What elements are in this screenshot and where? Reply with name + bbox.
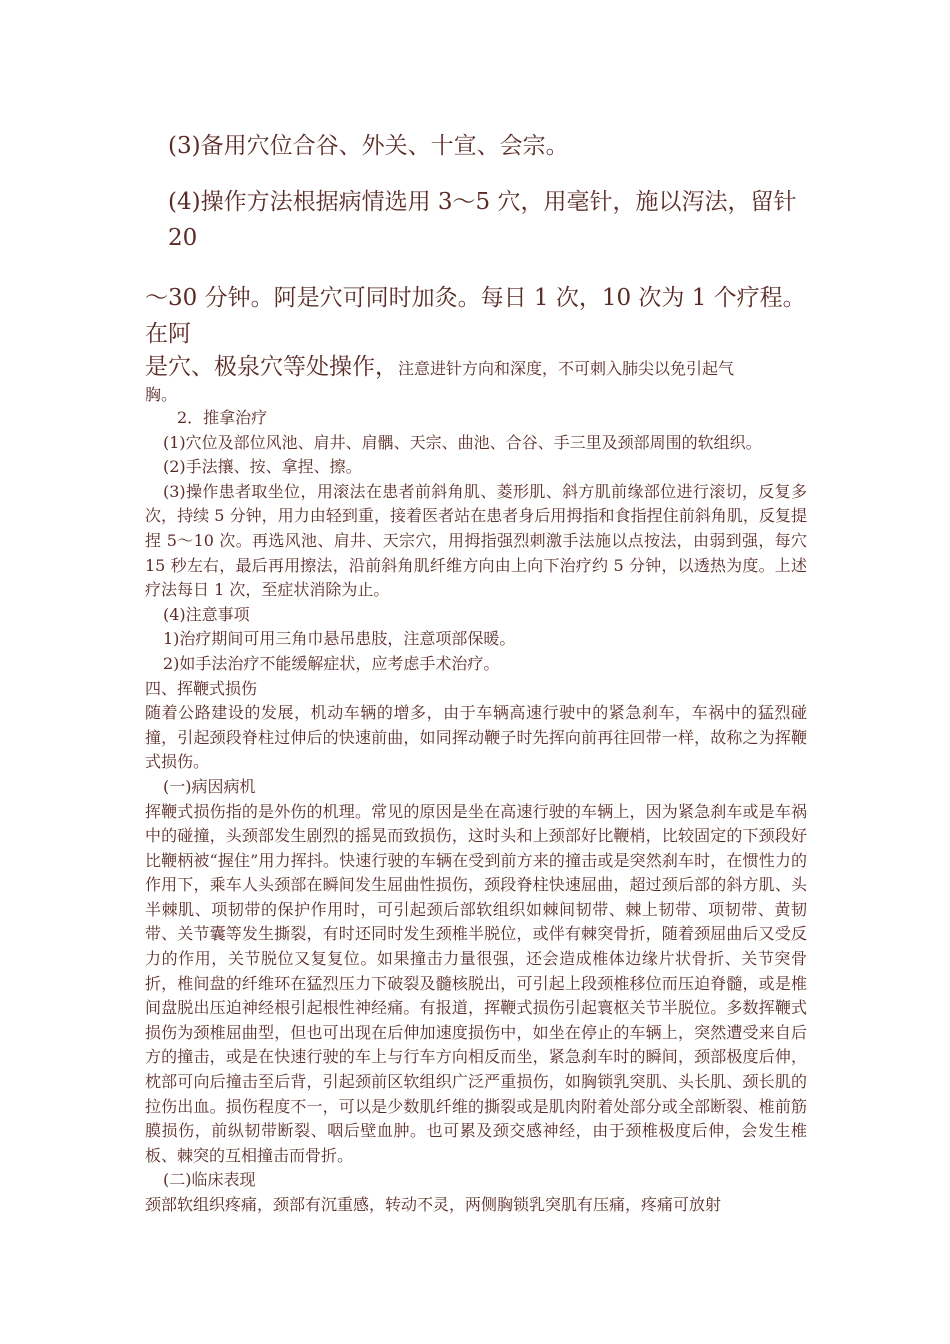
paragraph-etiology: 挥鞭式损伤指的是外伤的机理。常见的原因是坐在高速行驶的车辆上，因为紧急刹车或是车祸中的碰撞，头颈部发生剧烈的摇晃而致损伤，这时头和上颈部好比鞭梢，比较固定的下颈段好比鞭柄被“握住”用力挥抖。快速行驶的车辆在受到前方来的撞击或是突然刹车时，在惯性力的作用下，乘车人头颈部在瞬间发生屈曲性损伤，颈段脊柱快速屈曲，超过颈后部的斜方肌、头半棘肌、项韧带的保护作用时，可引起颈后部软组织如棘间韧带、棘上韧带、项韧带、黄韧带、关节囊等发生撕裂，有时还同时发生颈椎半脱位，或伴有棘突骨折，随着颈屈曲后又受反力的作用，关节脱位又复复位。如果撞击力量很强，还会造成椎体边缘片状骨折、关节突骨折，椎间盘的纤维环在猛烈压力下破裂及髓核脱出，可引起上段颈椎移位而压迫脊髓，或是椎间盘脱出压迫神经根引起根性神经痛。有报道，挥鞭式损伤引起寰枢关节半脱位。多数挥鞭式损伤为颈椎屈曲型，但也可出现在后伸加速度损伤中，如坐在停止的车辆上，突然遭受来自后方的撞击，或是在快速行驶的车上与行车方向相反而坐，紧急刹车时的瞬间，颈部极度后伸，枕部可向后撞击至后背，引起颈前区软组织广泛严重损伤，如胸锁乳突肌、头长肌、颈长肌的拉伤出血。损伤程度不一，可以是少数肌纤维的撕裂或是肌肉附着处部分或全部断裂、椎前筋膜损伤，前纵韧带断裂、咽后壁血肿。也可累及颈交感神经，由于颈椎极度后伸，会发生椎板、棘突的互相撞击而骨折。 <box>145 801 807 1165</box>
heading-clinical-manifestations: (二)临床表现 <box>163 1170 256 1190</box>
operation-method-small-text: 注意进针方向和深度，不可刺入肺尖以免引起气 <box>398 359 735 378</box>
paragraph-precaution-1: 1)治疗期间可用三角巾悬吊患肢，注意项部保暖。 <box>163 629 516 649</box>
heading-tuina-treatment: 2．推拿治疗 <box>177 408 268 427</box>
paragraph-operation-method-line2: ～30 分钟。阿是穴可同时加灸。每日 1 次，10 次为 1 个疗程。在阿 <box>145 285 806 347</box>
heading-etiology: (一)病因病机 <box>163 776 256 796</box>
paragraph-backup-acupoints: (3)备用穴位合谷、外关、十宣、会宗。 <box>168 133 569 159</box>
paragraph-precaution-2: 2)如手法治疗不能缓解症状，应考虑手术治疗。 <box>163 653 500 673</box>
paragraph-operation-method-line3 <box>145 352 807 384</box>
heading-precautions: (4)注意事项 <box>163 604 250 624</box>
operation-method-large-text: 是穴、极泉穴等处操作， <box>145 354 398 380</box>
paragraph-tuina-techniques: (2)手法攘、按、拿捏、擦。 <box>163 457 362 477</box>
paragraph-clinical-manifestations: 颈部软组织疼痛，颈部有沉重感，转动不灵，两侧胸锁乳突肌有压痛，疼痛可放射 <box>145 1195 722 1214</box>
paragraph-operation-method-tail: 胸。 <box>145 385 178 404</box>
paragraph-tuina-operation: (3)操作患者取坐位，用滚法在患者前斜角肌、菱形肌、斜方肌前缘部位进行滚切，反复多次，持续 5 分钟，用力由轻到重，接着医者站在患者身后用拇指和食指捏住前斜角肌，反复提捏 5～10 次。再选风池、肩井、天宗穴，用拇指强烈刺激手法施以点按法，由弱到强，每穴 15 秒左右，最后再用擦法，沿前斜角肌纤维方向由上向下治疗约 5 分钟，以透热为度。上述疗法每日 1 次，至症状消除为止。 <box>145 481 807 600</box>
heading-whiplash-injury: 四、挥鞭式损伤 <box>145 678 258 698</box>
paragraph-operation-method-line1: (4)操作方法根据病情选用 3～5 穴，用毫针，施以泻法，留针 20 <box>168 189 797 251</box>
document-body <box>145 128 807 1218</box>
paragraph-tuina-acupoints: (1)穴位及部位风池、肩井、肩髃、天宗、曲池、合谷、手三里及颈部周围的软组织。 <box>163 432 762 452</box>
paragraph-whiplash-intro: 随着公路建设的发展，机动车辆的增多，由于车辆高速行驶中的紧急刹车，车祸中的猛烈碰撞，引起颈段脊柱过伸后的快速前曲，如同挥动鞭子时先挥向前再往回带一样，故称之为挥鞭式损伤。 <box>145 703 807 772</box>
